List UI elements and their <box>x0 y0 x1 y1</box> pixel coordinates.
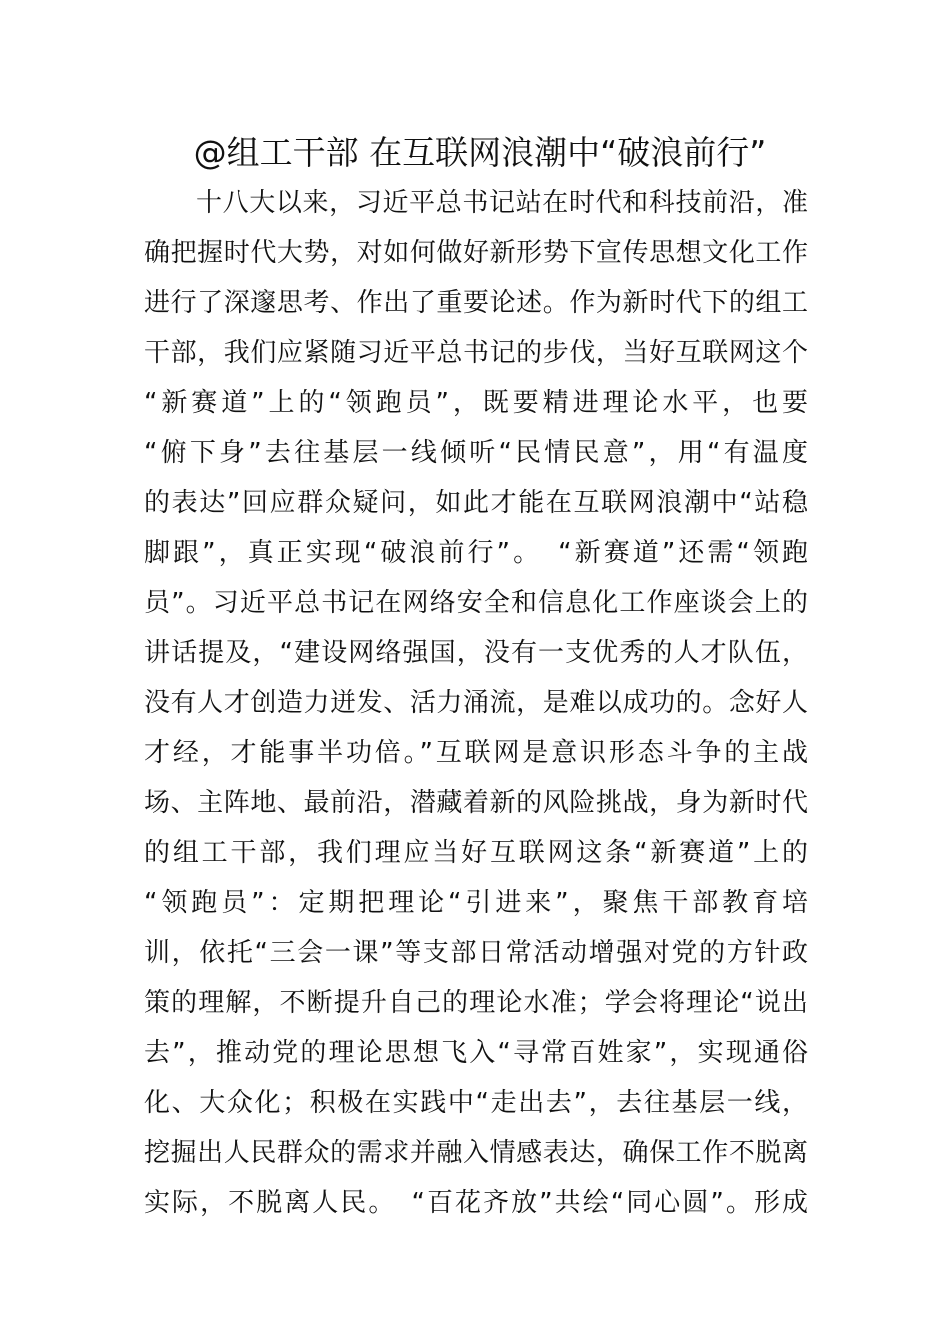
document-title: @组工干部 在互联网浪潮中“破浪前行” <box>193 133 767 172</box>
body-line: 确把握时代大势，对如何做好新形势下宣传思想文化工作 <box>144 238 808 268</box>
body-line: 干部，我们应紧随习近平总书记的步伐，当好互联网这个 <box>144 338 808 368</box>
body-line: 场、主阵地、最前沿，潜藏着新的风险挑战，身为新时代 <box>144 788 808 818</box>
body-line: 化、大众化；积极在实践中“走出去”，去往基层一线， <box>144 1088 808 1118</box>
body-line: “领跑员”：定期把理论“引进来”，聚焦干部教育培 <box>144 888 808 918</box>
body-line: 的组工干部，我们理应当好互联网这条“新赛道”上的 <box>144 838 808 868</box>
body-line: 脚跟”，真正实现“破浪前行”。 “新赛道”还需“领跑 <box>144 538 808 568</box>
body-line: 策的理解，不断提升自己的理论水准；学会将理论“说出 <box>144 988 808 1018</box>
body-line: “俯下身”去往基层一线倾听“民情民意”，用“有温度 <box>144 438 808 468</box>
body-line: 才经，才能事半功倍。”互联网是意识形态斗争的主战 <box>144 738 808 768</box>
body-line: 训，依托“三会一课”等支部日常活动增强对党的方针政 <box>144 938 808 968</box>
body-line: 实际，不脱离人民。 “百花齐放”共绘“同心圆”。形成 <box>144 1188 808 1218</box>
body-line: 十八大以来，习近平总书记站在时代和科技前沿，准 <box>196 188 808 218</box>
body-line: 进行了深邃思考、作出了重要论述。作为新时代下的组工 <box>144 288 808 318</box>
document-body <box>144 178 808 1228</box>
body-line: 没有人才创造力迸发、活力涌流，是难以成功的。念好人 <box>144 688 808 718</box>
body-line: “新赛道”上的“领跑员”，既要精进理论水平，也要 <box>144 388 808 418</box>
body-line: 挖掘出人民群众的需求并融入情感表达，确保工作不脱离 <box>144 1138 808 1168</box>
body-line: 员”。习近平总书记在网络安全和信息化工作座谈会上的 <box>144 588 808 618</box>
body-line: 去”，推动党的理论思想飞入“寻常百姓家”，实现通俗 <box>144 1038 808 1068</box>
body-line: 的表达”回应群众疑问，如此才能在互联网浪潮中“站稳 <box>144 488 808 518</box>
body-line: 讲话提及，“建设网络强国，没有一支优秀的人才队伍， <box>144 638 808 668</box>
